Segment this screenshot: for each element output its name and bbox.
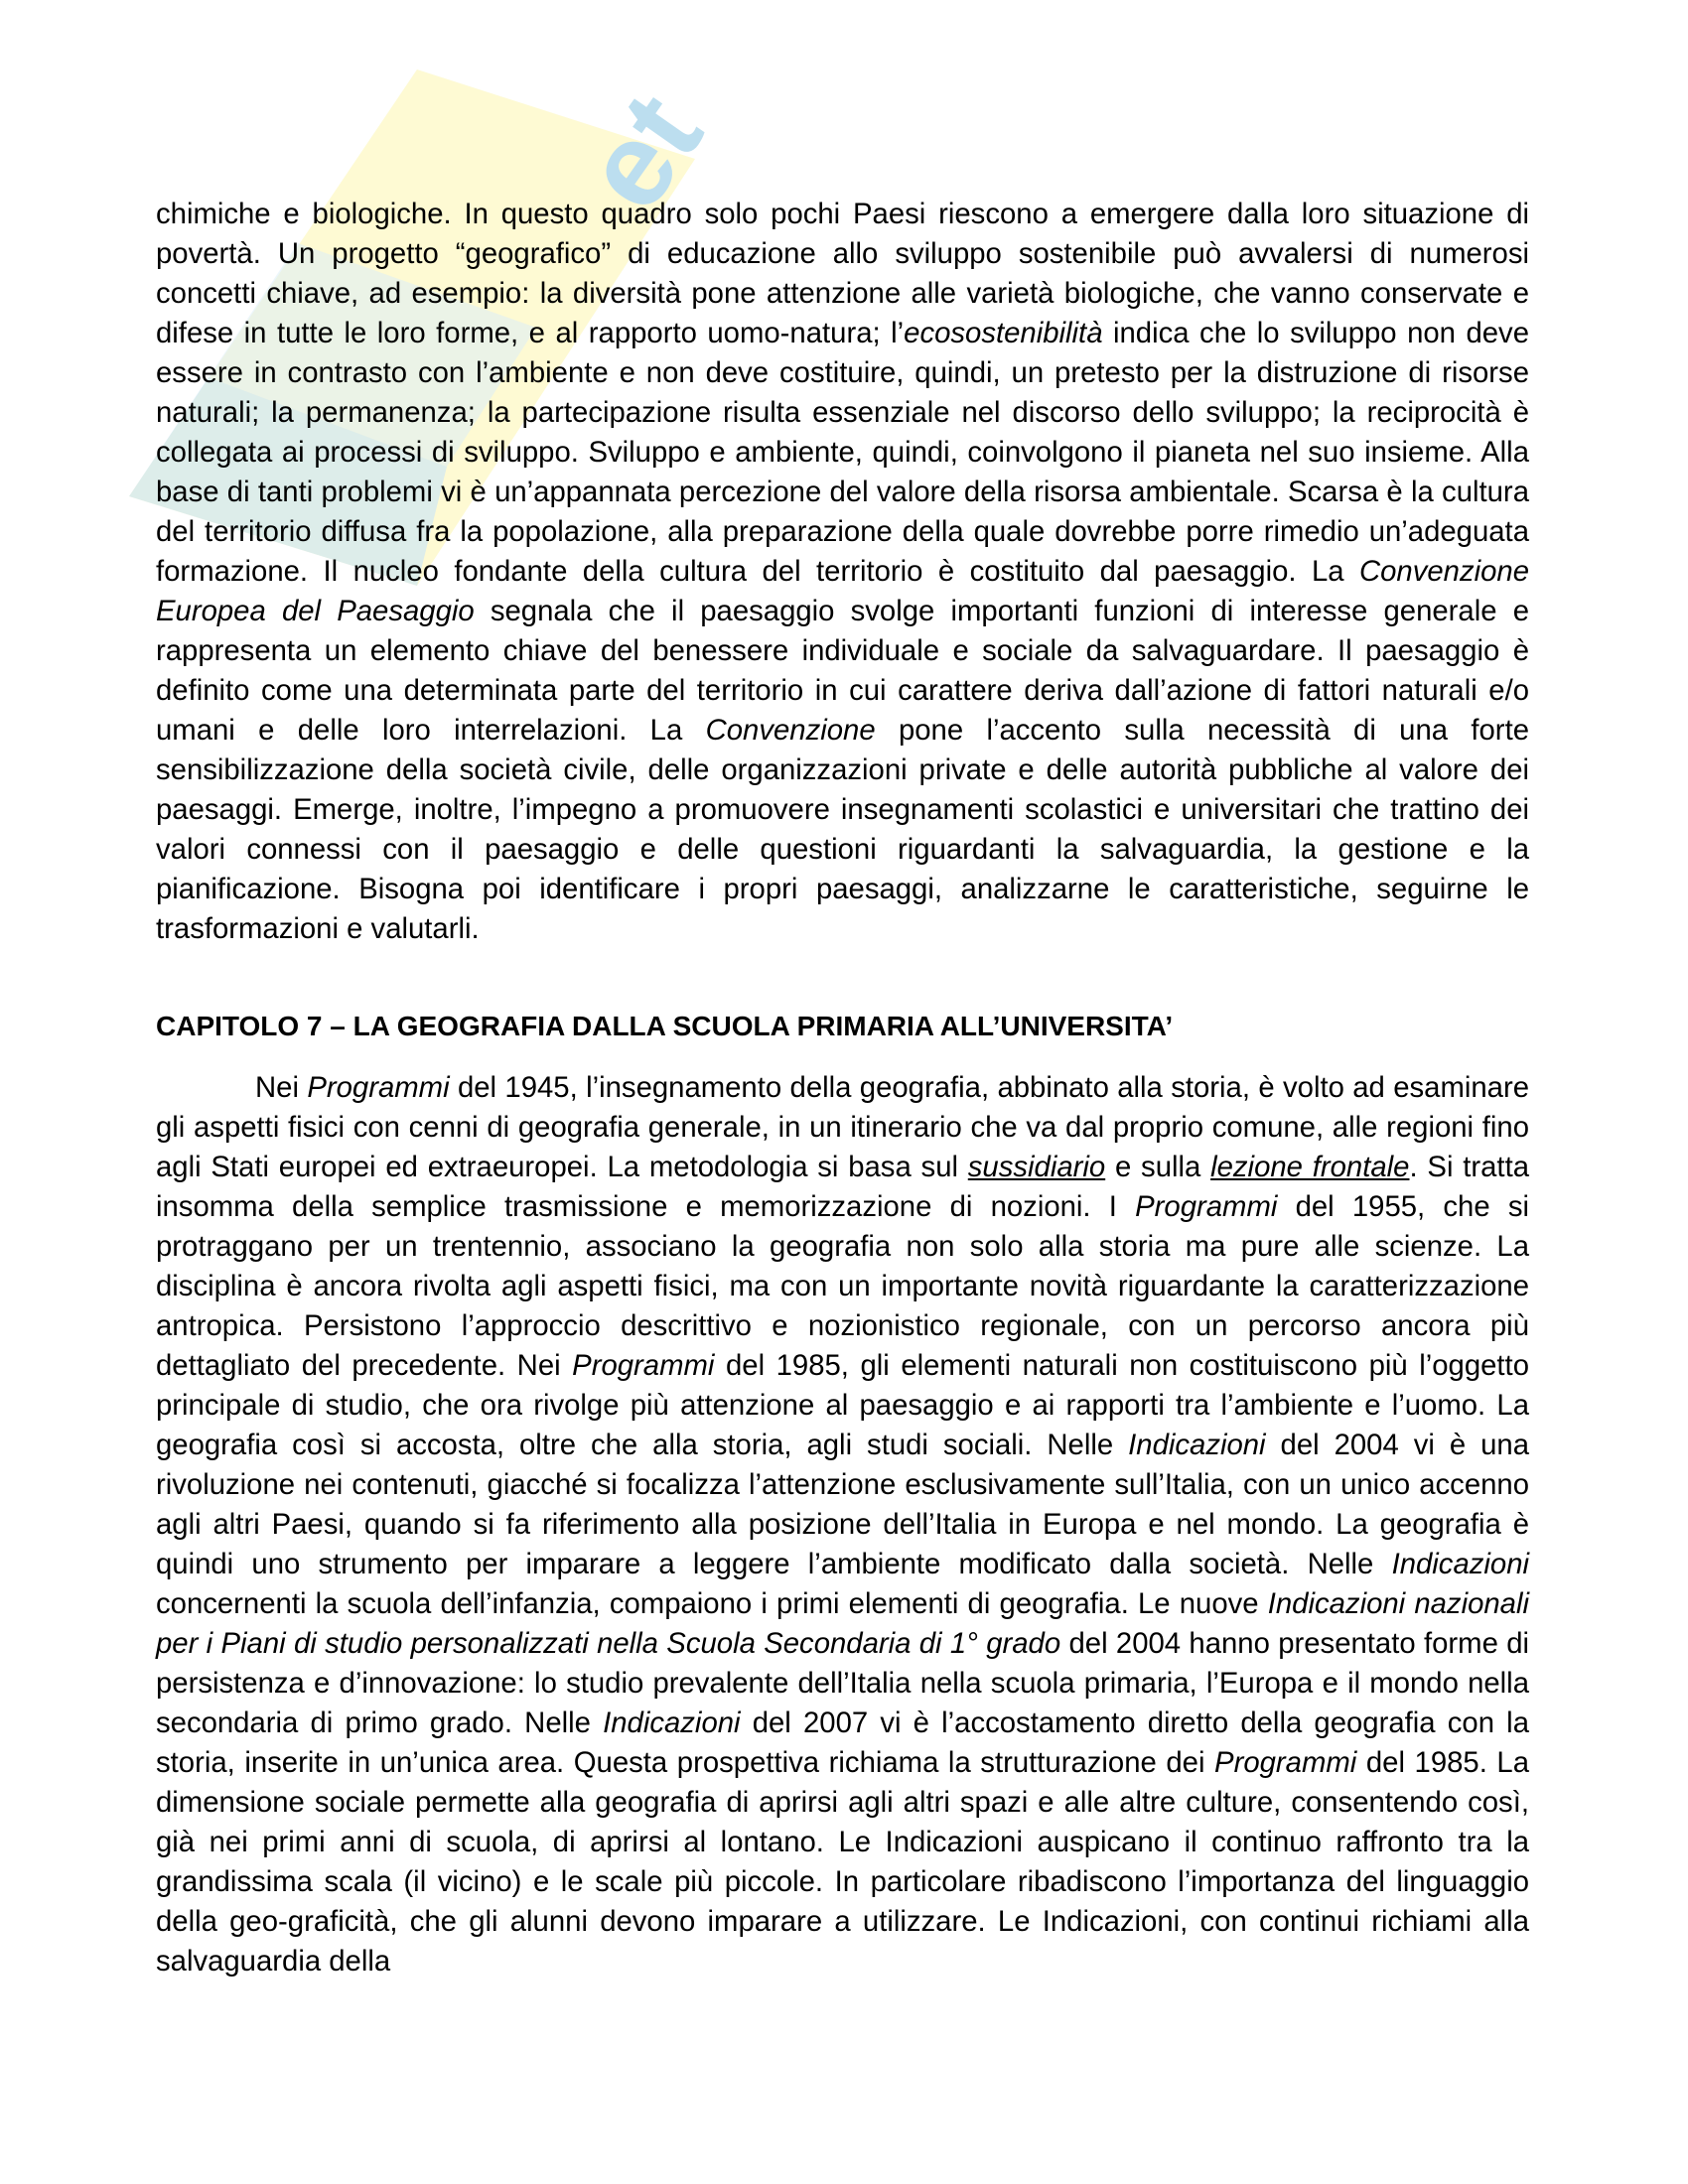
italic-underlined-text: sussidiario	[967, 1151, 1106, 1183]
text-run: del 1945, l’insegnamento della geografia, abbinato alla storia, è volto ad esaminare gli aspetti fisici con cenni di geografia generale, in un itinerario che va dal proprio comune, alle regioni fino agli Stati europei ed extraeuropei. La metodologia si basa sul	[156, 1071, 1529, 1183]
text-run: indica che lo sviluppo non deve essere in contrasto con l’ambiente e non deve costituire, quindi, un pretesto per la distruzione di risorse naturali; la permanenza; la partecipazione risulta essenziale nel discorso dello sviluppo; la reciprocità è collegata ai processi di sviluppo. Sviluppo e ambiente, quindi, coinvolgono il pianeta nel suo insieme. Alla base di tanti problemi vi è un’appannata percezione del valore della risorsa ambientale. Scarsa è la cultura del territorio diffusa fra la popolazione, alla preparazione della quale dovrebbe porre rimedio un’adeguata formazione. Il nucleo fondante della cultura del territorio è costituito dal paesaggio. La	[156, 317, 1529, 588]
text-run: del 2007 vi è l’accostamento diretto della geografia con la storia, inserite in un’unica area. Questa prospettiva richiama la strutturazione dei	[156, 1706, 1529, 1779]
text-run: concernenti la scuola dell’infanzia, compaiono i primi elementi di geografia. Le nuove	[156, 1587, 1268, 1620]
text-run: del 1985, gli elementi naturali non costituiscono più l’oggetto principale di studio, che ora rivolge più attenzione al paesaggio e ai rapporti tra l’ambiente e l’uomo. La geografia così si accosta, oltre che alla storia, agli studi sociali. Nelle	[156, 1349, 1529, 1461]
text-run: chimiche e biologiche. In questo quadro solo pochi Paesi riescono a emergere dalla loro situazione di povertà. Un progetto “geografico” di educazione allo sviluppo sostenibile può avvalersi di numerosi concetti chiave, ad esempio: la diversità pone attenzione alle varietà biologiche, che vanno conservate e difese in tutte le loro forme, e al rapporto uomo-natura; l’	[156, 198, 1529, 349]
italic-text: Programmi	[572, 1349, 715, 1382]
text-run: del 1985. La dimensione sociale permette alla geografia di aprirsi agli altri spazi e alle altre culture, consentendo così, già nei primi anni di scuola, di aprirsi al lontano. Le Indicazioni auspicano il continuo raffronto tra la grandissima scala (il vicino) e le scale più piccole. In particolare ribadiscono l’importanza del linguaggio della geo-graficità, che gli alunni devono imparare a utilizzare. Le Indicazioni, con continui richiami alla salvaguardia della	[156, 1746, 1529, 1978]
italic-text: Indicazioni	[1128, 1429, 1266, 1461]
italic-text: Programmi	[1135, 1190, 1278, 1223]
paragraph-sviluppo-sostenibile	[156, 195, 1529, 949]
chapter-heading: CAPITOLO 7 – LA GEOGRAFIA DALLA SCUOLA PRIMARIA ALL’UNIVERSITA’	[156, 1011, 1174, 1041]
italic-text: ecosostenibilità	[904, 317, 1103, 349]
italic-text: Indicazioni	[603, 1706, 741, 1739]
italic-text: Programmi	[1214, 1746, 1357, 1779]
text-run: del 1955, che si protraggano per un trentennio, associano la geografia non solo alla storia ma pure alle scienze. La disciplina è ancora rivolta agli aspetti fisici, ma con un importante novità riguardante la caratterizzazione antropica. Persistono l’approccio descrittivo e nozionistico regionale, con un percorso ancora più dettagliato del precedente. Nei	[156, 1190, 1529, 1382]
watermark-text: et	[557, 69, 728, 233]
text-run: pone l’accento sulla necessità di una forte sensibilizzazione della società civile, delle organizzazioni private e delle autorità pubbliche al valore dei paesaggi. Emerge, inoltre, l’impegno a promuovere insegnamenti scolastici e universitari che trattino dei valori connessi con il paesaggio e delle questioni riguardanti la salvaguardia, la gestione e la pianificazione. Bisogna poi identificare i propri paesaggi, analizzarne le caratteristiche, seguirne le trasformazioni e valutarli.	[156, 714, 1530, 945]
spacer	[156, 1046, 1529, 1068]
italic-text: Indicazioni nazionali per i Piani di studio personalizzati nella Scuola Secondaria di 1° grado	[156, 1587, 1529, 1660]
italic-text: Convenzione	[705, 714, 876, 747]
italic-text: Programmi	[307, 1071, 450, 1104]
document-page	[156, 195, 1529, 1981]
paragraph-programmi-geografia	[156, 1068, 1529, 1981]
text-run: . Si tratta insomma della semplice trasmissione e memorizzazione di nozioni. I	[156, 1151, 1529, 1223]
text-run: e sulla	[1105, 1151, 1211, 1183]
text-run: segnala che il paesaggio svolge importanti funzioni di interesse generale e rappresenta un elemento chiave del benessere individuale e sociale da salvaguardare. Il paesaggio è definito come una determinata parte del territorio in cui carattere deriva dall’azione di fattori naturali e/o umani e delle loro interrelazioni. La	[156, 595, 1529, 747]
italic-text: Convenzione Europea del Paesaggio	[156, 555, 1529, 627]
text-run: del 2004 hanno presentato forme di persistenza e d’innovazione: lo studio prevalente dell’Italia nella scuola primaria, l’Europa e il mondo nella secondaria di primo grado. Nelle	[156, 1627, 1529, 1739]
text-run: Nei	[255, 1071, 308, 1104]
text-run: del 2004 vi è una rivoluzione nei contenuti, giacché si focalizza l’attenzione esclusivamente sull’Italia, con un unico accenno agli altri Paesi, quando si fa riferimento alla posizione dell’Italia in Europa e nel mondo. La geografia è quindi uno strumento per imparare a leggere l’ambiente modificato dalla società. Nelle	[156, 1429, 1529, 1580]
spacer	[156, 949, 1529, 1007]
italic-underlined-text: lezione frontale	[1210, 1151, 1410, 1183]
italic-text: Indicazioni	[1391, 1548, 1529, 1580]
